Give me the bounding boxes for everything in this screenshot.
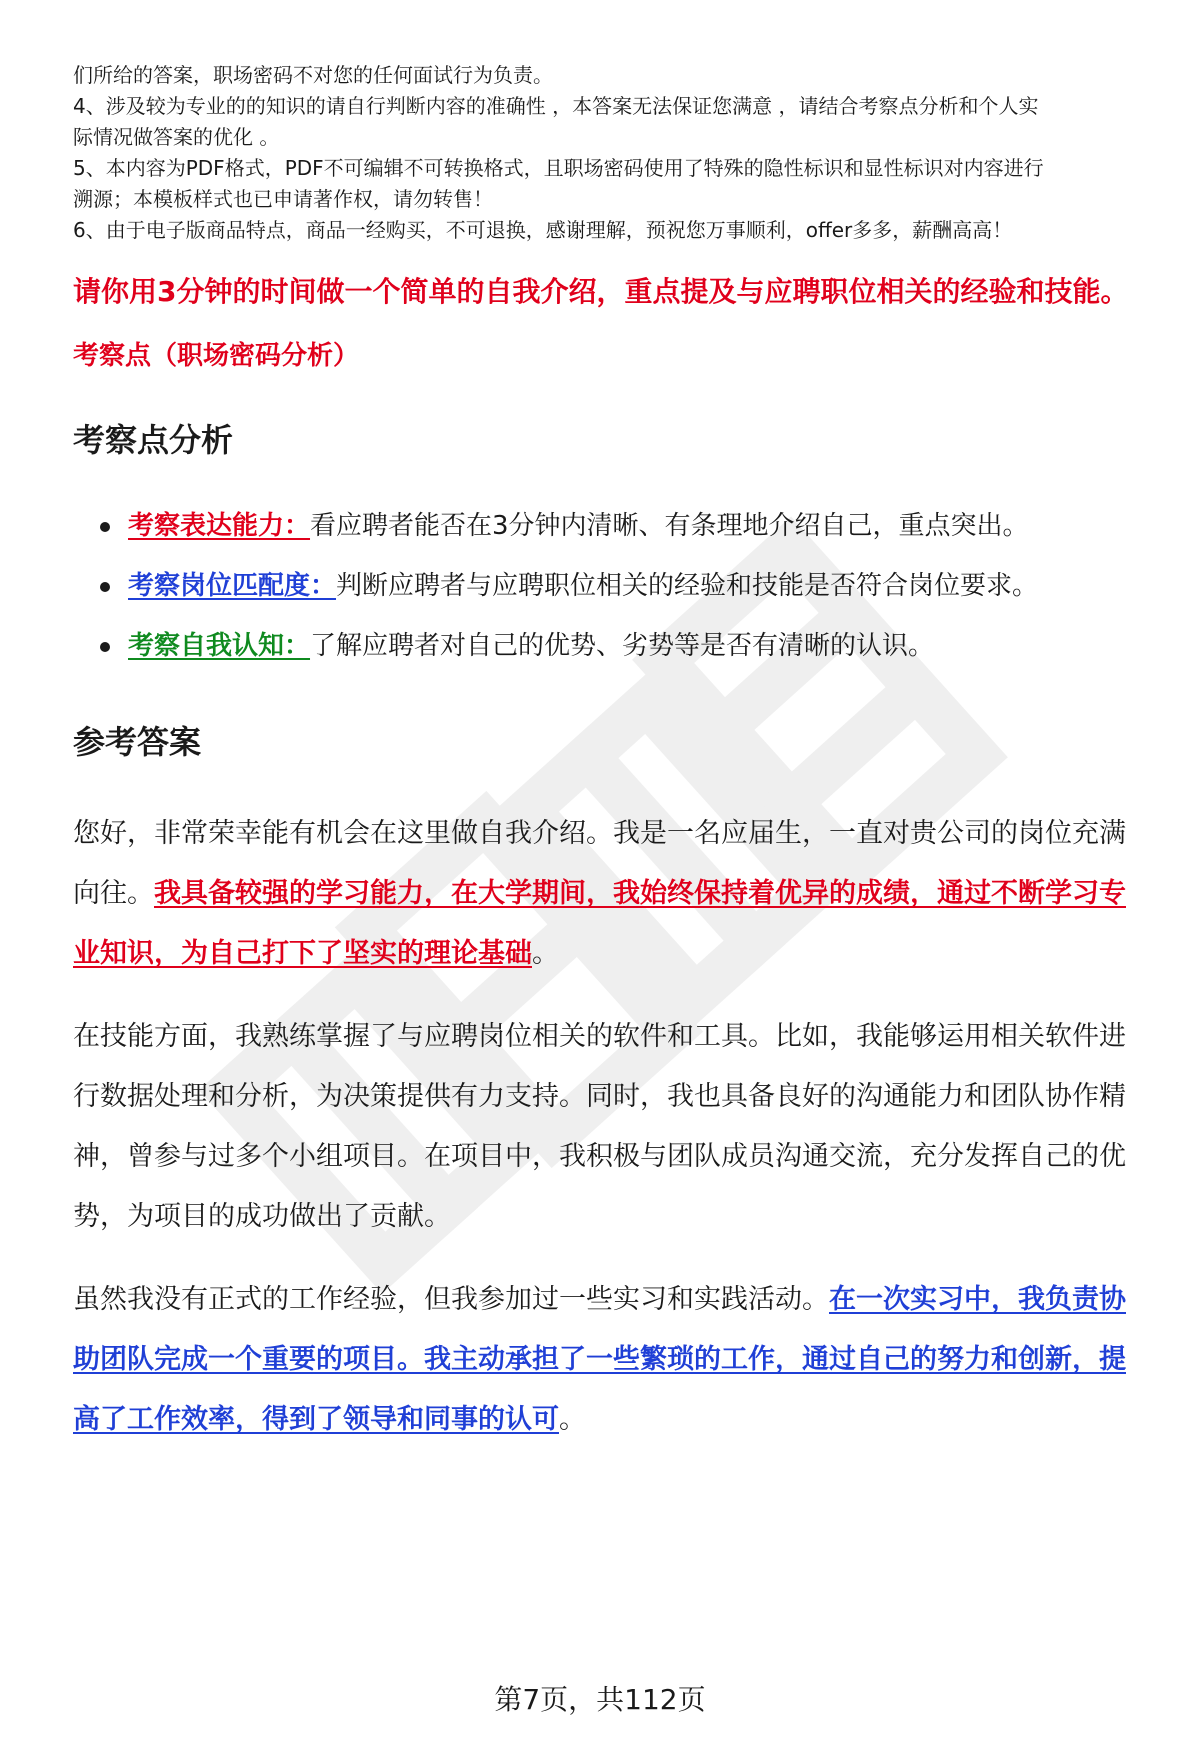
notice-line: 6、由于电子版商品特点，商品一经购买，不可退换，感谢理解，预祝您万事顺利，offer多多，薪酬高高！: [73, 218, 1013, 242]
analysis-item-label: 考察表达能力：: [128, 511, 311, 541]
answer-paragraph: 在技能方面，我熟练掌握了与应聘岗位相关的软件和工具。比如，我能够运用相关软件进行数据处理和分析，为决策提供有力支持。同时，我也具备良好的沟通能力和团队协作精神，曾参与过多个小组项目。在项目中，我积极与团队成员沟通交流，充分发挥自己的优势，为项目的成功做出了贡献。: [73, 1021, 1126, 1232]
analysis-heading: 考察点分析: [73, 421, 234, 459]
notice-block: [73, 60, 1153, 246]
analysis-item-text: 看应聘者能否在3分钟内清晰、有条理地介绍自己，重点突出。: [310, 511, 1029, 541]
notice-line: 5、本内容为PDF格式，PDF不可编辑不可转换格式，且职场密码使用了特殊的隐性标识和显性标识对内容进行: [73, 156, 1044, 180]
notice-line: 际情况做答案的优化 。: [73, 125, 280, 149]
notice-line: 们所给的答案，职场密码不对您的任何面试行为负责。: [73, 63, 553, 87]
analysis-item-text: 判断应聘者与应聘职位相关的经验和技能是否符合岗位要求。: [336, 571, 1039, 601]
answer-text: 。: [559, 1404, 586, 1435]
page-number: 第7页，共112页: [494, 1683, 706, 1716]
key-points-heading: 考察点（职场密码分析）: [73, 341, 360, 371]
answer-highlight: 我具备较强的学习能力，在大学期间，我始终保持着优异的成绩，通过不断学习专业知识，为自己打下了坚实的理论基础: [73, 878, 1126, 969]
notice-line: 溯源；本模板样式也已申请著作权，请勿转售！: [73, 187, 493, 211]
notice-line: 4、涉及较为专业的的知识的请自行判断内容的准确性 ，本答案无法保证您满意 ，请结合考察点分析和个人实: [73, 94, 1039, 118]
answer-text: 。: [532, 938, 559, 969]
answer-paragraph: [73, 804, 1148, 984]
answer-body: [73, 804, 1153, 1450]
answer-highlight: 在一次实习中，我负责协助团队完成一个重要的项目。我主动承担了一些繁琐的工作，通过自己的努力和创新，提高了工作效率，得到了领导和同事的认可: [73, 1284, 1126, 1435]
analysis-item-label: 考察自我认知：: [128, 631, 311, 661]
analysis-item: [128, 616, 1138, 676]
analysis-list: [73, 496, 1153, 676]
analysis-item-label: 考察岗位匹配度：: [128, 571, 337, 601]
answer-text: 您好，非常荣幸能有机会在这里做自我介绍。我是一名应届生，一直对贵公司的岗位充满向往。: [73, 818, 1126, 909]
answer-heading: 参考答案: [73, 723, 202, 761]
content: [73, 60, 1153, 1450]
analysis-item: [128, 496, 1138, 556]
analysis-item: [128, 556, 1138, 616]
interview-question: 请你用3分钟的时间做一个简单的自我介绍，重点提及与应聘职位相关的经验和技能。: [73, 275, 1129, 308]
analysis-item-text: 了解应聘者对自己的优势、劣势等是否有清晰的认识。: [310, 631, 935, 661]
answer-paragraph: [73, 1270, 1148, 1450]
answer-text: 虽然我没有正式的工作经验，但我参加过一些实习和实践活动。: [73, 1284, 829, 1315]
